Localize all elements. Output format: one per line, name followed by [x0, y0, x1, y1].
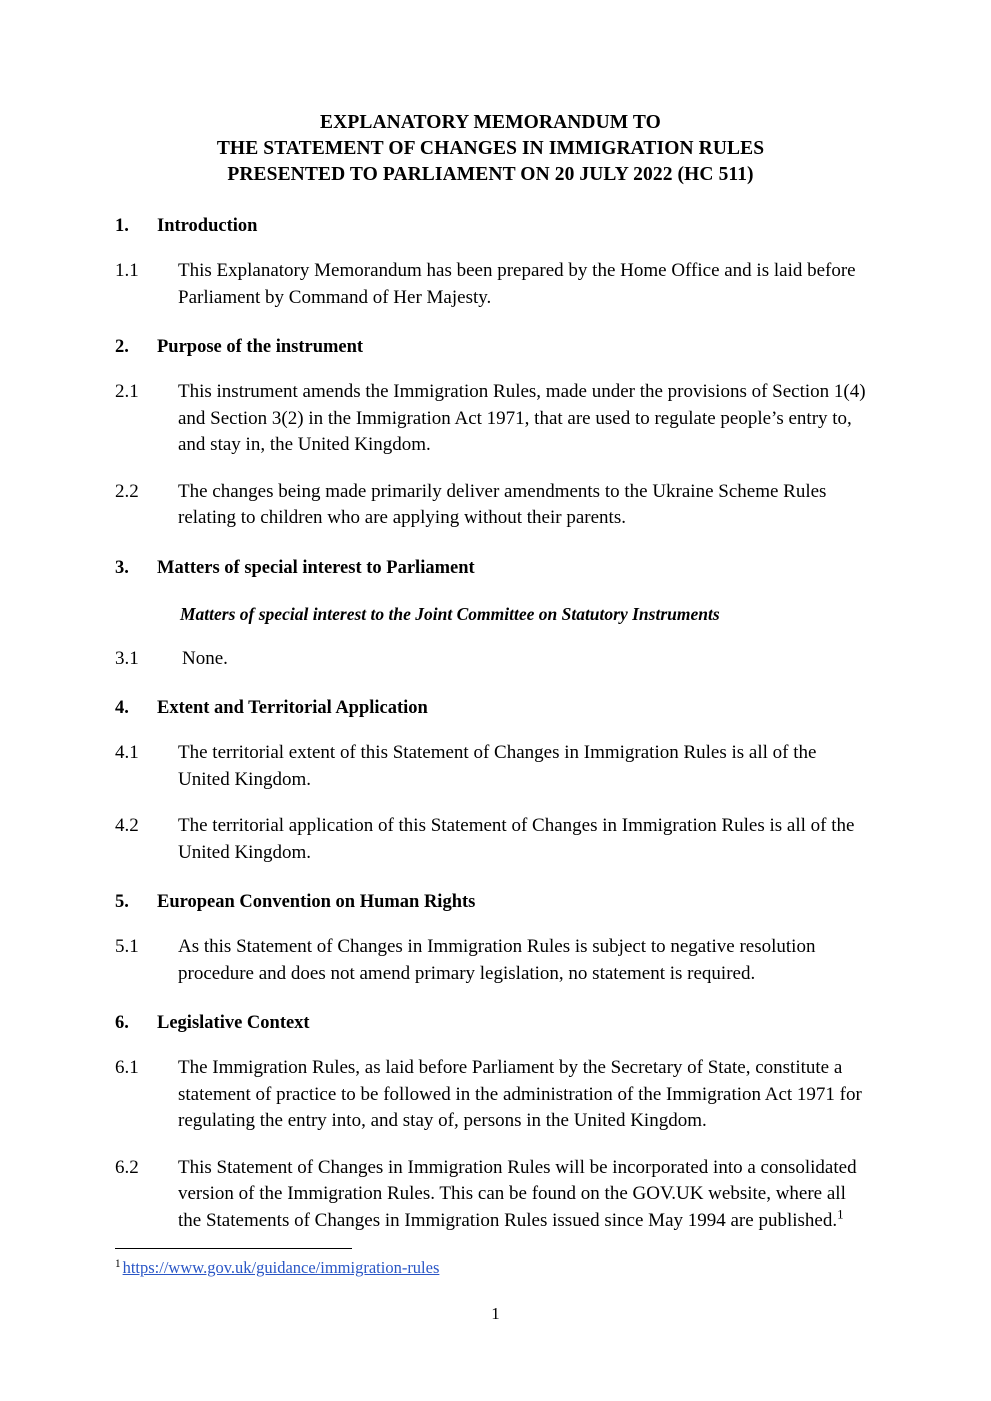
paragraph-6-1 [115, 1055, 866, 1135]
paragraph-text-container [178, 1155, 866, 1235]
section-number: 3. [115, 557, 129, 578]
paragraph-text: This Explanatory Memorandum has been prepared by the Home Office and is laid before Parliament by Command of Her Majesty. [178, 260, 856, 308]
footnote-separator-rule [115, 1248, 352, 1249]
paragraph-2-1 [115, 379, 866, 459]
section-heading-purpose [115, 335, 866, 359]
paragraph-text: The Immigration Rules, as laid before Parliament by the Secretary of State, constitute a statement of practice to be followed in the administration of the Immigration Act 1971 for regulating the entry into, and stay of, persons in the United Kingdom. [178, 1057, 862, 1131]
footnote-entry [115, 1258, 866, 1279]
paragraph-number: 1.1 [115, 260, 139, 281]
footnote-reference-marker[interactable]: 1 [837, 1206, 844, 1222]
section-title: Matters of special interest to Parliament [157, 557, 475, 578]
paragraph-number: 3.1 [115, 647, 139, 669]
paragraph-6-2 [115, 1155, 866, 1235]
paragraph-3-1 [115, 646, 866, 673]
paragraph-text: The territorial extent of this Statement of Changes in Immigration Rules is all of the United Kingdom. [178, 742, 817, 790]
paragraph-text: This Statement of Changes in Immigration Rules will be incorporated into a consolidated version of the Immigration Rules. This can be found on the GOV.UK website, where all the Statements of Changes in Immigration Rules issued since May 1994 are published. [178, 1156, 857, 1231]
title-line-3: PRESENTED TO PARLIAMENT ON 20 JULY 2022 (HC 511) [227, 164, 754, 185]
section-subheading-jcsi: Matters of special interest to the Joint Committee on Statutory Instruments [180, 603, 720, 624]
section-heading-matters-of-special-interest [115, 556, 866, 580]
section-heading-introduction [115, 214, 866, 238]
title-line-2: THE STATEMENT OF CHANGES IN IMMIGRATION RULES [216, 138, 765, 159]
section-number: 6. [115, 1013, 129, 1033]
paragraph-4-1 [115, 740, 866, 793]
paragraph-number: 6.2 [115, 1156, 139, 1178]
page-number: 1 [491, 1304, 500, 1323]
paragraph-number: 4.1 [115, 742, 139, 763]
footnote-link-immigration-rules[interactable]: https://www.gov.uk/guidance/immigration-rules [122, 1258, 440, 1277]
section-heading-echr [115, 890, 866, 914]
paragraph-number: 2.2 [115, 480, 139, 502]
section-title: European Convention on Human Rights [157, 892, 476, 912]
paragraph-text: None. [182, 647, 228, 669]
footnote-marker: 1 [115, 1257, 121, 1270]
paragraph-2-2 [115, 479, 866, 532]
document-body [115, 110, 866, 1234]
paragraph-number: 4.2 [115, 815, 139, 836]
paragraph-5-1 [115, 934, 866, 987]
paragraph-number: 5.1 [115, 936, 139, 957]
title-line-1: EXPLANATORY MEMORANDUM TO [320, 112, 661, 133]
section-title: Legislative Context [157, 1013, 310, 1033]
section-number: 4. [115, 698, 129, 718]
paragraph-text: This instrument amends the Immigration Rules, made under the provisions of Section 1(4) and Section 3(2) in the Immigration Act 1971, that are used to regulate people’s entry to, and stay in, the United Kingdom. [178, 381, 866, 455]
document-title [115, 110, 866, 188]
section-title: Purpose of the instrument [157, 337, 364, 357]
paragraph-text: As this Statement of Changes in Immigration Rules is subject to negative resolution procedure and does not amend primary legislation, no statement is required. [178, 936, 816, 984]
paragraph-number: 2.1 [115, 381, 139, 402]
paragraph-1-1 [115, 258, 866, 311]
section-number: 5. [115, 892, 129, 912]
paragraph-4-2 [115, 813, 866, 866]
section-title: Introduction [157, 216, 258, 236]
section-heading-legislative-context [115, 1011, 866, 1035]
footnote-area [115, 1248, 866, 1279]
section-number: 1. [115, 216, 129, 236]
paragraph-number: 6.1 [115, 1057, 139, 1078]
section-title: Extent and Territorial Application [157, 698, 428, 718]
section-heading-extent-territorial-application [115, 696, 866, 720]
section-number: 2. [115, 337, 129, 357]
paragraph-text: The territorial application of this Statement of Changes in Immigration Rules is all of the United Kingdom. [178, 815, 855, 863]
paragraph-text: The changes being made primarily deliver amendments to the Ukraine Scheme Rules relating to children who are applying without their parents. [178, 480, 827, 528]
